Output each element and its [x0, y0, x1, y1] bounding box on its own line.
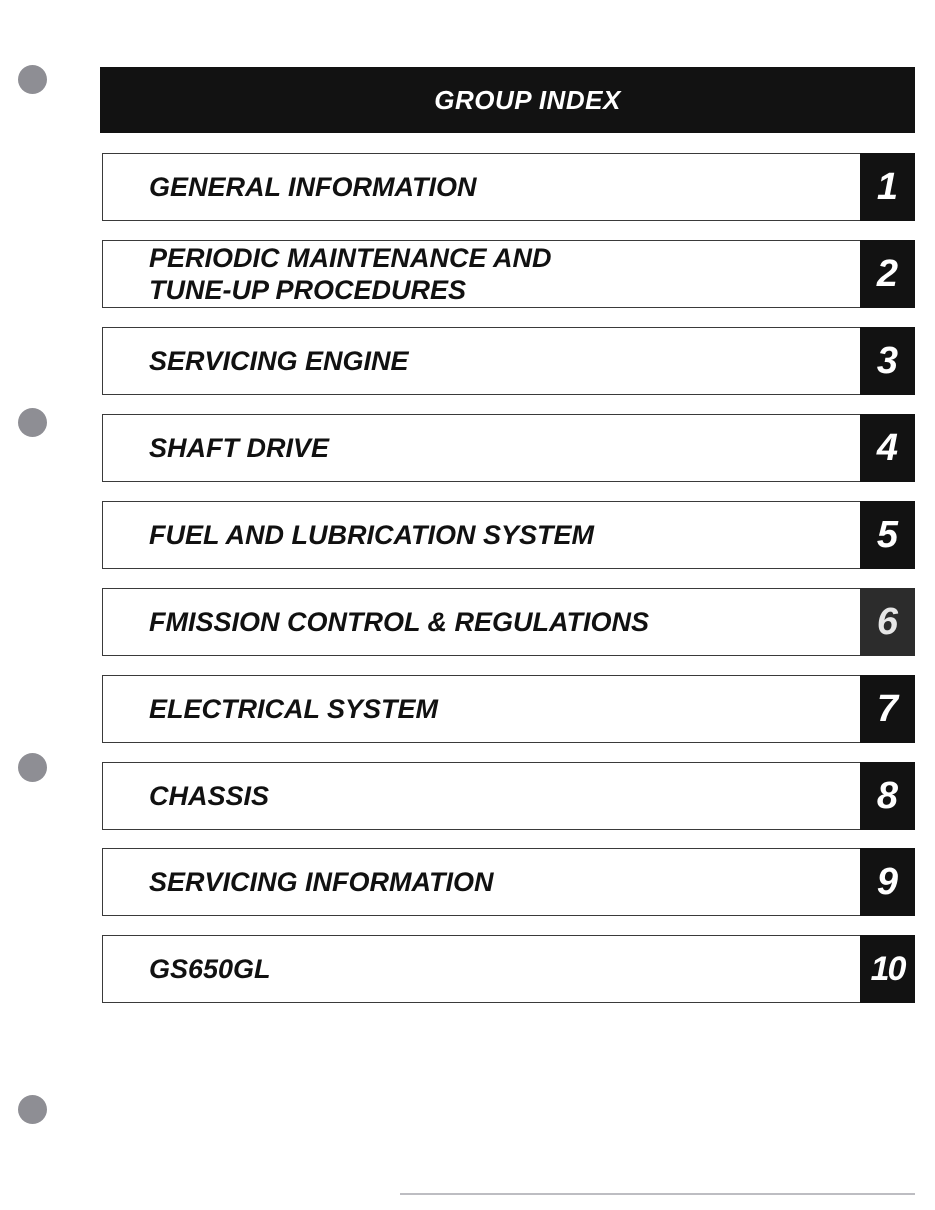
section-chassis[interactable] [102, 762, 915, 830]
section-number-tab[interactable]: 4 [860, 414, 915, 482]
section-electrical-system[interactable] [102, 675, 915, 743]
section-number-tab[interactable]: 9 [860, 848, 915, 916]
binder-hole-4 [18, 1095, 47, 1124]
section-label: SERVICING ENGINE [102, 327, 860, 395]
section-label: GENERAL INFORMATION [102, 153, 860, 221]
section-servicing-information[interactable] [102, 848, 915, 916]
section-gs650gl[interactable] [102, 935, 915, 1003]
section-label: CHASSIS [102, 762, 860, 830]
section-number-tab[interactable]: 1 [860, 153, 915, 221]
section-number-tab[interactable]: 10 [860, 935, 915, 1003]
binder-hole-2 [18, 408, 47, 437]
section-label: ELECTRICAL SYSTEM [102, 675, 860, 743]
section-label: SERVICING INFORMATION [102, 848, 860, 916]
section-periodic-maintenance[interactable] [102, 240, 915, 308]
binder-hole-1 [18, 65, 47, 94]
section-label: PERIODIC MAINTENANCE AND TUNE-UP PROCEDURES [102, 240, 860, 308]
section-number-tab[interactable]: 5 [860, 501, 915, 569]
section-fuel-lubrication[interactable] [102, 501, 915, 569]
section-number-tab[interactable]: 8 [860, 762, 915, 830]
section-number-tab[interactable]: 2 [860, 240, 915, 308]
section-label: SHAFT DRIVE [102, 414, 860, 482]
page-title: GROUP INDEX [434, 84, 621, 115]
section-number-tab[interactable]: 3 [860, 327, 915, 395]
page-edge-divider [400, 1193, 915, 1195]
section-label: FUEL AND LUBRICATION SYSTEM [102, 501, 860, 569]
section-number-tab[interactable]: 7 [860, 675, 915, 743]
section-general-information[interactable] [102, 153, 915, 221]
section-label: FMISSION CONTROL & REGULATIONS [102, 588, 860, 656]
group-index-header [100, 67, 915, 133]
section-servicing-engine[interactable] [102, 327, 915, 395]
section-number-tab[interactable]: 6 [860, 588, 915, 656]
section-emission-control[interactable] [102, 588, 915, 656]
section-shaft-drive[interactable] [102, 414, 915, 482]
binder-hole-3 [18, 753, 47, 782]
section-label: GS650GL [102, 935, 860, 1003]
